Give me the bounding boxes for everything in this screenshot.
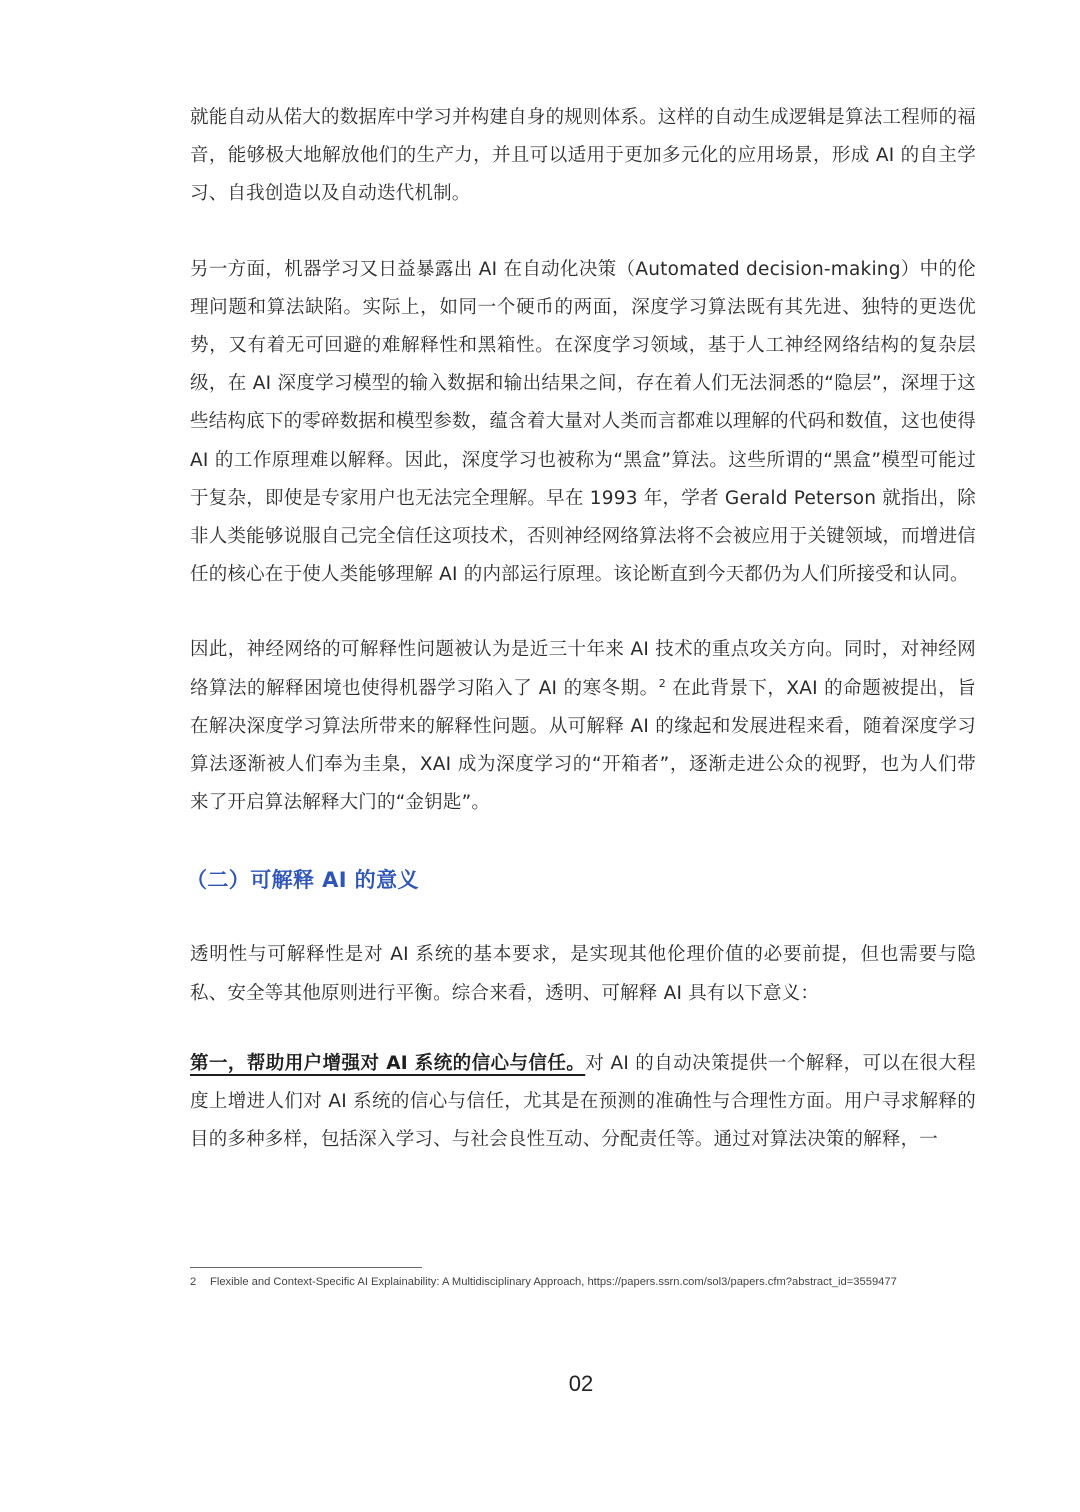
paragraph-3-part-a: 因此，神经网络的可解释性问题被认为是近三十年来 AI 技术的重点攻关方向。同时，对神经网络算法的解释困境也使得机器学习陷入了 AI 的寒冬期。 xyxy=(190,639,976,699)
section-heading: （二）可解释 AI 的意义 xyxy=(186,868,419,893)
paragraph-4: 透明性与可解释性是对 AI 系统的基本要求，是实现其他伦理价值的必要前提，但也需要与隐私、安全等其他原则进行平衡。综合来看，透明、可解释 AI 具有以下意义： xyxy=(190,944,976,1004)
footnote-divider xyxy=(190,1267,422,1268)
page-number: 02 xyxy=(568,1371,594,1396)
paragraph-5 xyxy=(190,1045,976,1160)
footnote-ref-2[interactable]: 2 xyxy=(658,676,666,690)
paragraph-5-body: 对 AI 的自动决策提供一个解释，可以在很大程度上增进人们对 AI 系统的信心与信任，尤其是在预测的准确性与合理性方面。用户寻求解释的目的多种多样，包括深入学习、与社会良性互动、分配责任等。通过对算法决策的解释，一 xyxy=(190,1052,976,1151)
body-content xyxy=(186,99,976,1159)
paragraph-3-part-b: 在此背景下，XAI 的命题被提出，旨在解决深度学习算法所带来的解释性问题。从可解释 AI 的缘起和发展进程来看，随着深度学习算法逐渐被人们奉为圭臬，XAI 成为深度学习的“开箱者”，逐渐走进公众的视野，也为人们带来了开启算法解释大门的“金钥匙”。 xyxy=(190,677,976,814)
paragraph-1: 就能自动从偌大的数据库中学习并构建自身的规则体系。这样的自动生成逻辑是算法工程师的福音，能够极大地解放他们的生产力，并且可以适用于更加多元化的应用场景，形成 AI 的自主学习、自我创造以及自动迭代机制。 xyxy=(190,107,976,205)
footnote-text[interactable]: Flexible and Context-Specific AI Explainability: A Multidisciplinary Approach, https://papers.ssrn.com/sol3/papers.cfm?abstract_id=3559477 xyxy=(210,1276,897,1288)
paragraph-2: 另一方面，机器学习又日益暴露出 AI 在自动化决策（Automated decision-making）中的伦理问题和算法缺陷。实际上，如同一个硬币的两面，深度学习算法既有其先进、独特的更迭优势，又有着无可回避的难解释性和黑箱性。在深度学习领域，基于人工神经网络结构的复杂层级，在 AI 深度学习模型的输入数据和输出结果之间，存在着人们无法洞悉的“隐层”，深埋于这些结构底下的零碎数据和模型参数，蕴含着大量对人类而言都难以理解的代码和数值，这也使得 AI 的工作原理难以解释。因此，深度学习也被称为“黑盒”算法。这些所谓的“黑盒”模型可能过于复杂，即使是专家用户也无法完全理解。早在 1993 年，学者 Gerald Peterson 就指出，除非人类能够说服自己完全信任这项技术，否则神经网络算法将不会被应用于关键领域，而增进信任的核心在于使人类能够理解 AI 的内部运行原理。该论断直到今天都仍为人们所接受和认同。 xyxy=(190,258,976,586)
footnote xyxy=(190,1274,990,1290)
footnote-number: 2 xyxy=(190,1276,197,1288)
paragraph-5-lead: 第一，帮助用户增强对 AI 系统的信心与信任。 xyxy=(190,1052,586,1074)
paragraph-3 xyxy=(190,631,976,822)
